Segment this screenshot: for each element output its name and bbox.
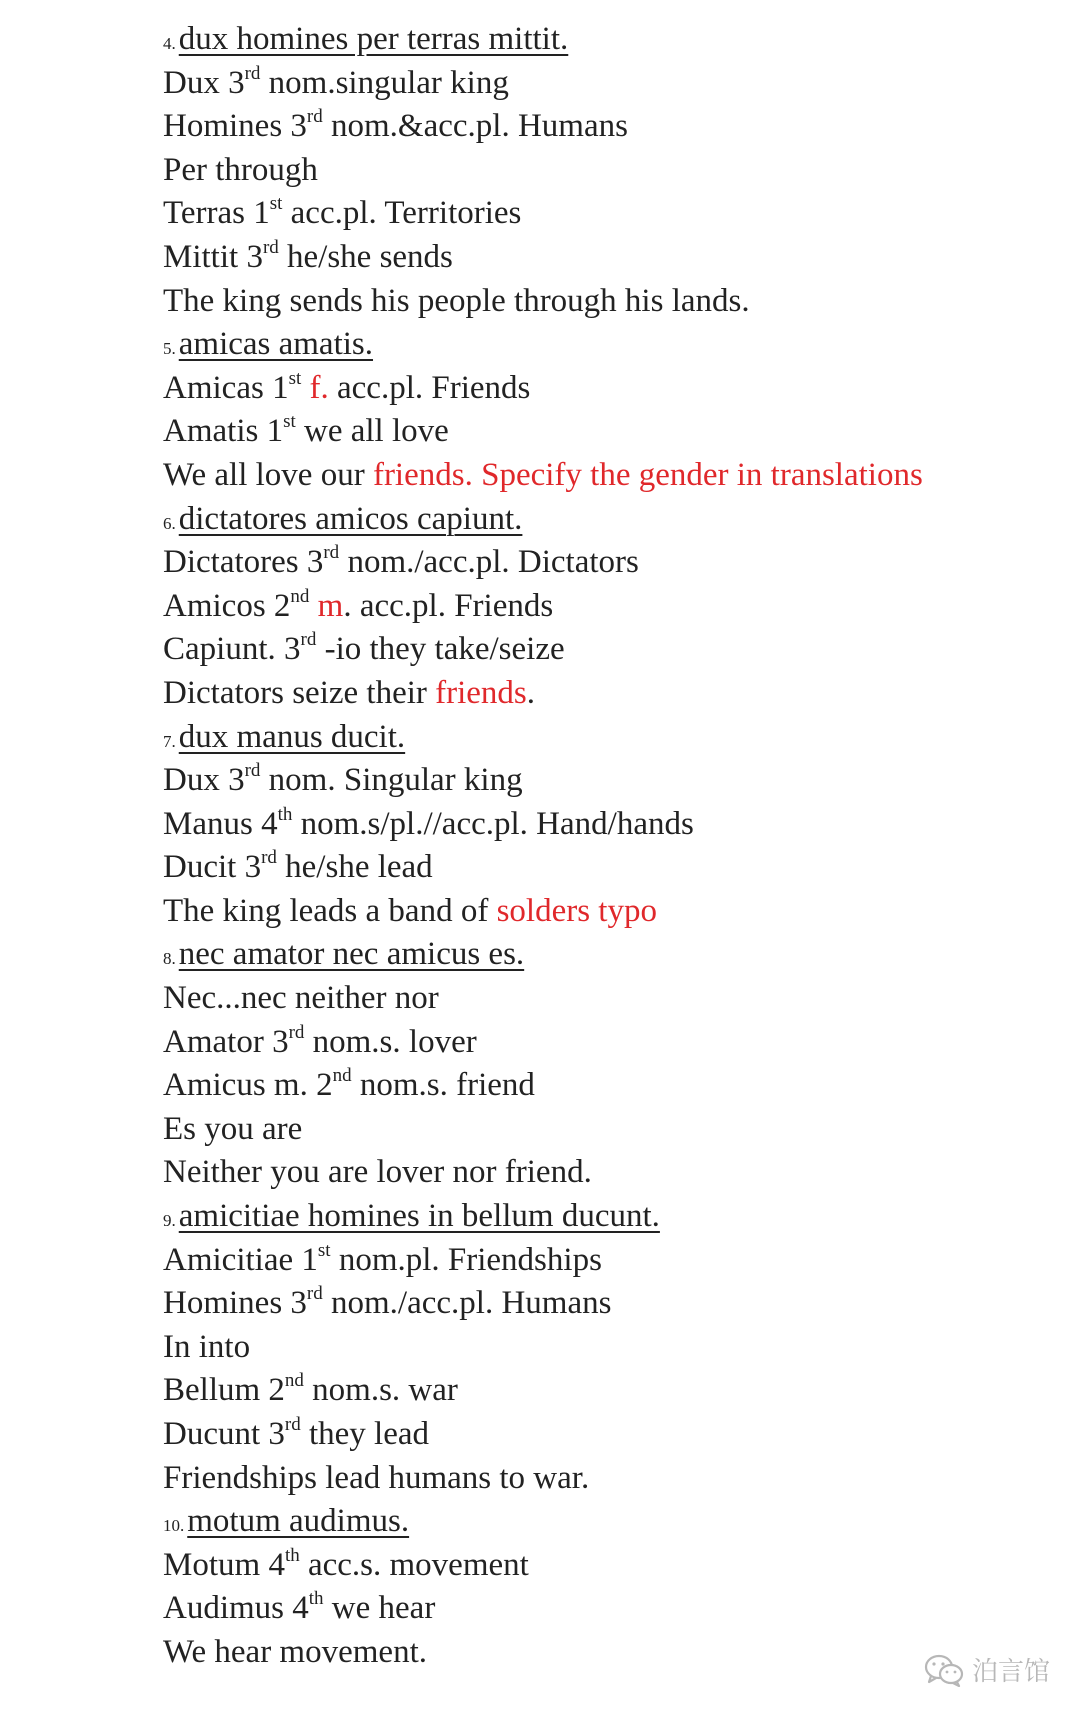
declension-number: 3 (268, 1416, 285, 1452)
word-analysis (163, 105, 933, 149)
translation-text: We hear movement. (163, 1633, 427, 1670)
word-analysis (163, 628, 933, 672)
word-gloss: nom.s. friend (351, 1067, 535, 1104)
exercise-heading (163, 323, 933, 367)
ordinal-suffix: rd (288, 1021, 305, 1043)
latin-word: Terras (163, 195, 245, 232)
word-gloss: -io they take/seize (316, 631, 565, 668)
exercise-heading (163, 498, 933, 542)
word-gloss: nom./acc.pl. Humans (322, 1285, 612, 1322)
word-analysis: Per through (163, 151, 318, 188)
word-analysis (163, 541, 933, 585)
word-analysis: Nec...nec neither nor (163, 980, 439, 1017)
translation-text: The king sends his people through his lands. (163, 282, 750, 319)
ordinal-suffix: rd (244, 760, 261, 782)
translation-text: We all love our (163, 456, 373, 493)
word-analysis (163, 410, 933, 454)
word-gloss: we hear (323, 1590, 436, 1627)
ordinal-suffix: nd (332, 1065, 352, 1087)
exercise-number: 4. (163, 34, 176, 53)
english-translation (163, 1457, 933, 1501)
english-translation (163, 280, 933, 324)
declension-number: 4 (261, 805, 278, 842)
latin-word: Dictatores (163, 544, 299, 581)
declension-number: 4 (292, 1590, 309, 1627)
word-gloss: . acc.pl. Friends (343, 587, 554, 624)
word-gloss: they lead (300, 1416, 430, 1452)
word-gloss: acc.pl. Friends (328, 369, 531, 406)
word-gloss: nom. Singular king (260, 762, 523, 799)
declension-number: 1 (301, 1241, 318, 1278)
ordinal-suffix: rd (323, 542, 340, 564)
translation-correction: solders typo (496, 892, 657, 929)
word-gloss: nom.s. lover (304, 1023, 477, 1060)
word-analysis (163, 367, 933, 411)
word-analysis (163, 1021, 933, 1065)
ordinal-suffix: rd (262, 236, 279, 258)
latin-sentence: dictatores amicos capiunt. (178, 500, 523, 537)
declension-number: 3 (290, 1285, 307, 1322)
gender-correction: m (317, 587, 344, 624)
english-translation (163, 454, 933, 498)
latin-word: Amatis (163, 413, 259, 450)
word-gloss: nom.&acc.pl. Humans (322, 108, 628, 145)
word-analysis (163, 236, 933, 280)
latin-word: Motum (163, 1546, 261, 1583)
ordinal-suffix: rd (306, 106, 323, 128)
ordinal-suffix: st (288, 367, 302, 389)
exercise-heading (163, 18, 933, 62)
word-analysis (163, 846, 933, 890)
latin-word: Homines (163, 1285, 283, 1322)
latin-word: Amator (163, 1023, 264, 1060)
english-translation (163, 1631, 933, 1675)
watermark-label: 泊言馆 (971, 1657, 1050, 1687)
latin-word: Ducunt (163, 1416, 261, 1452)
translation-text: Dictators seize their (163, 674, 436, 711)
word-gloss: we all love (295, 413, 449, 450)
exercise-heading (163, 933, 933, 977)
ordinal-suffix: th (308, 1588, 324, 1610)
word-analysis (163, 1239, 933, 1283)
latin-sentence: motum audimus. (187, 1503, 410, 1540)
translation-correction: friends. Specify the gender in translations (372, 456, 923, 493)
word-analysis (163, 1282, 933, 1326)
translation-end: . (526, 674, 536, 711)
latin-word: Amicos (163, 587, 266, 624)
ordinal-suffix: rd (261, 847, 277, 869)
declension-number: 3 (284, 631, 301, 668)
english-translation (163, 890, 933, 934)
declension-number: 3 (244, 849, 262, 886)
word-gloss: acc.s. movement (299, 1546, 529, 1583)
exercise-heading (163, 1195, 933, 1239)
latin-word: Amicas (163, 369, 264, 406)
ordinal-suffix: st (283, 411, 296, 433)
ordinal-suffix: rd (300, 629, 317, 651)
translation-text: Friendships lead humans to war. (163, 1459, 590, 1496)
ordinal-suffix: st (269, 193, 283, 215)
word-analysis: Es you are (163, 1110, 303, 1147)
latin-word: Mittit (163, 238, 239, 275)
latin-sentence: nec amator nec amicus es. (178, 936, 525, 973)
exercise-number: 8. (163, 949, 176, 969)
declension-number: 4 (268, 1546, 285, 1583)
exercise-number: 10. (163, 1516, 185, 1536)
latin-word: Homines (163, 108, 283, 145)
word-gloss: acc.pl. Territories (282, 195, 522, 232)
word-analysis (163, 585, 933, 629)
word-gloss: nom./acc.pl. Dictators (339, 544, 639, 581)
word-gloss: nom.s/pl.//acc.pl. Hand/hands (292, 805, 694, 842)
declension-number: 3 (246, 238, 263, 275)
latin-word: Audimus (163, 1590, 285, 1627)
declension-number: 1 (266, 413, 284, 450)
declension-number: 2 (316, 1067, 333, 1104)
watermark (924, 1651, 1050, 1688)
declension-number: 3 (272, 1023, 289, 1060)
word-analysis (163, 1369, 933, 1413)
declension-number: 1 (253, 195, 270, 232)
word-gloss: he/she lead (276, 849, 433, 886)
latin-word: Capiunt. (163, 631, 276, 668)
document-body (163, 18, 933, 1675)
word-gloss: he/she sends (278, 238, 453, 275)
word-analysis (163, 803, 933, 847)
latin-word: Bellum (163, 1372, 261, 1409)
latin-sentence: amicas amatis. (178, 326, 374, 363)
word-analysis (163, 1587, 933, 1631)
translation-text: The king leads a band of (163, 892, 497, 929)
translation-text: Neither you are lover nor friend. (163, 1154, 592, 1191)
word-gloss: nom.singular king (260, 64, 509, 101)
latin-sentence: dux manus ducit. (178, 718, 406, 755)
latin-word: Dux (163, 64, 220, 101)
declension-number: 1 (272, 369, 289, 406)
declension-number: 3 (290, 108, 307, 145)
word-analysis (163, 62, 933, 106)
exercise-number: 7. (163, 731, 176, 751)
latin-word: Ducit (163, 849, 237, 886)
latin-sentence: amicitiae homines in bellum ducunt. (178, 1198, 660, 1235)
declension-number: 3 (306, 544, 324, 581)
gender-correction: f. (309, 369, 329, 406)
word-analysis (163, 1413, 933, 1457)
exercise-heading (163, 1500, 933, 1544)
translation-correction: friends (435, 674, 527, 711)
latin-word: Manus (163, 805, 253, 842)
latin-word: Dux (163, 762, 220, 799)
exercise-number: 9. (163, 1211, 176, 1231)
latin-sentence: dux homines per terras mittit. (178, 21, 569, 57)
exercise-heading (163, 716, 933, 760)
ordinal-suffix: nd (284, 1370, 304, 1392)
ordinal-suffix: rd (306, 1283, 323, 1305)
ordinal-suffix: nd (290, 585, 310, 607)
word-analysis (163, 1064, 933, 1108)
wechat-icon (924, 1653, 964, 1687)
ordinal-suffix: th (277, 803, 293, 825)
latin-word: Amicitiae (163, 1241, 294, 1278)
ordinal-suffix: st (317, 1239, 331, 1261)
word-analysis (163, 1544, 933, 1588)
english-translation (163, 1151, 933, 1195)
latin-word: Amicus m. (163, 1067, 308, 1104)
exercise-number: 5. (163, 339, 176, 359)
word-analysis (163, 759, 933, 803)
ordinal-suffix: rd (244, 62, 261, 84)
ordinal-suffix: th (284, 1544, 300, 1566)
ordinal-suffix: rd (284, 1414, 301, 1435)
english-translation (163, 672, 933, 716)
declension-number: 3 (228, 762, 245, 799)
word-gloss: nom.pl. Friendships (330, 1241, 602, 1278)
word-analysis (163, 192, 933, 236)
exercise-number: 6. (163, 513, 176, 533)
word-gloss: nom.s. war (303, 1372, 458, 1409)
declension-number: 3 (228, 64, 245, 101)
declension-number: 2 (273, 587, 291, 624)
declension-number: 2 (268, 1372, 285, 1409)
word-analysis: In into (163, 1328, 251, 1365)
